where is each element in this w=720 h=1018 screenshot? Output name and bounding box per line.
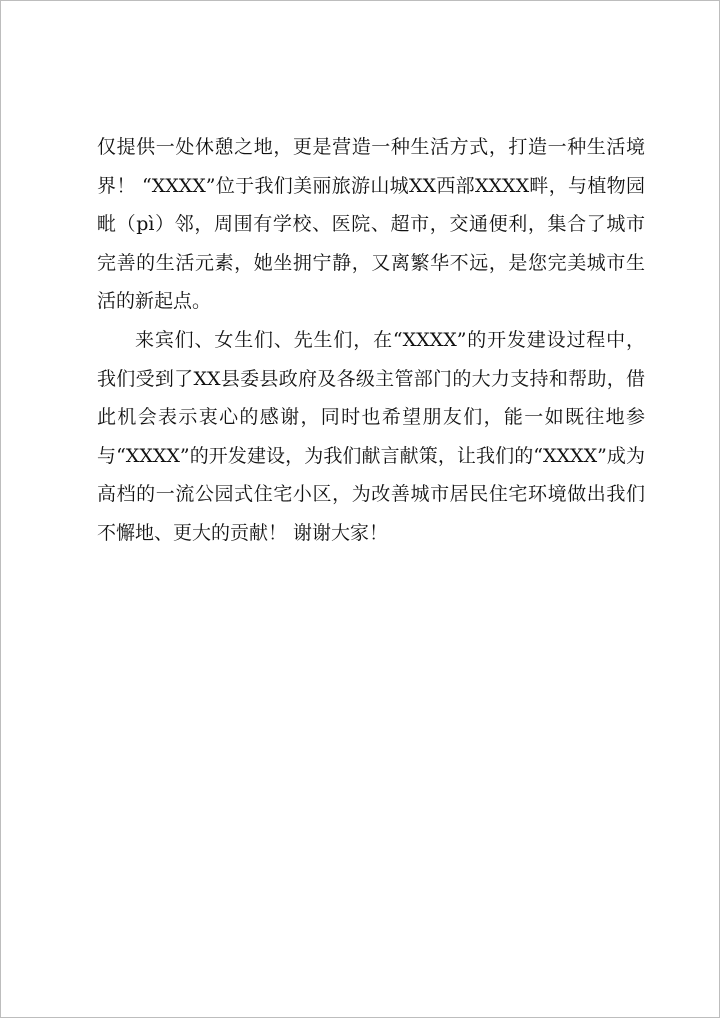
document-body bbox=[97, 128, 645, 553]
paragraph-1: 仅提供一处休憩之地，更是营造一种生活方式，打造一种生活境界！ “XXXX”位于我们美丽旅游山城XX西部XXXX畔，与植物园毗（pì）邻，周围有学校、医院、超市，交通便利，集合了城市完善的生活元素，她坐拥宁静，又离繁华不远，是您完美城市生活的新起点。 bbox=[97, 136, 645, 313]
paragraph-2: 来宾们、女生们、先生们，在“XXXX”的开发建设过程中，我们受到了XX县委县政府及各级主管部门的大力支持和帮助，借此机会表示衷心的感谢，同时也希望朋友们，能一如既往地参与“XXXX”的开发建设，为我们献言献策，让我们的“XXXX”成为高档的一流公园式住宅小区，为改善城市居民住宅环境做出我们不懈地、更大的贡献！ 谢谢大家！ bbox=[97, 328, 645, 544]
